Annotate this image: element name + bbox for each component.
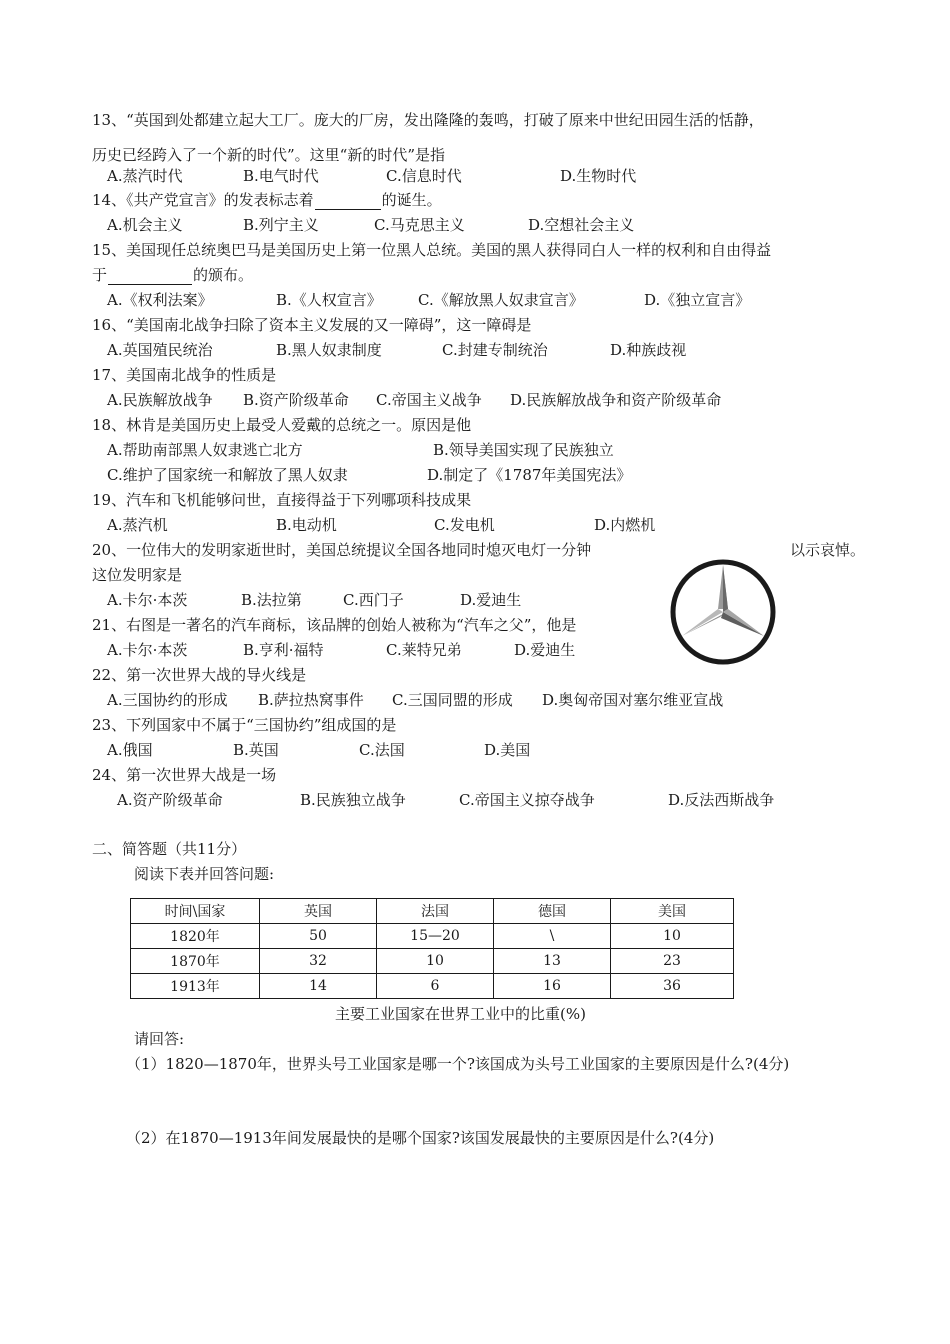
q14-option-b: B.列宁主义 [243, 216, 319, 234]
q17-option-b: B.资产阶级革命 [243, 391, 349, 409]
industrial-share-table [130, 898, 734, 999]
table-cell: 13 [494, 949, 611, 974]
q21-stem: 21、右图是一著名的汽车商标，该品牌的创始人被称为“汽车之父”，他是 [92, 616, 577, 634]
table-row [131, 949, 734, 974]
sub-question-1: （1）1820—1870年，世界头号工业国家是哪一个?该国成为头号工业国家的主要原因是什么?(4分) [126, 1055, 790, 1073]
table-header-cell: 时间\国家 [131, 899, 260, 924]
q18-option-c: C.维护了国家统一和解放了黑人奴隶 [107, 466, 348, 484]
q21-option-c: C.莱特兄弟 [386, 641, 462, 659]
table-header-cell: 德国 [494, 899, 611, 924]
q15-option-c: C.《解放黑人奴隶宣言》 [418, 291, 584, 309]
q18-option-a: A.帮助南部黑人奴隶逃亡北方 [107, 441, 303, 459]
logo-three-pointed-star [682, 565, 764, 636]
q23-option-d: D.美国 [484, 741, 531, 759]
q13-option-b: B.电气时代 [243, 167, 319, 185]
table-cell: 1913年 [131, 974, 260, 999]
table-cell: 10 [377, 949, 494, 974]
q20-option-d: D.爱迪生 [460, 591, 522, 609]
table-row [131, 974, 734, 999]
q13-option-d: D.生物时代 [560, 167, 637, 185]
q13-option-c: C.信息时代 [386, 167, 462, 185]
q24-stem: 24、第一次世界大战是一场 [92, 766, 277, 784]
q24-option-a: A.资产阶级革命 [117, 791, 223, 809]
q22-option-b: B.萨拉热窝事件 [258, 691, 364, 709]
q15-stem-after: 的颁布。 [193, 266, 254, 284]
table-cell: 15—20 [377, 924, 494, 949]
q14-option-d: D.空想社会主义 [528, 216, 635, 234]
q21-option-a: A.卡尔·本茨 [107, 641, 188, 659]
section2-intro: 阅读下表并回答问题: [134, 865, 275, 883]
q15-stem-line1: 15、美国现任总统奥巴马是美国历史上第一位黑人总统。美国的黑人获得同白人一样的权利和自由得益 [92, 241, 772, 259]
q16-stem: 16、“美国南北战争扫除了资本主义发展的又一障碍”，这一障碍是 [92, 316, 532, 334]
q13-stem-line1: 13、“英国到处都建立起大工厂。庞大的厂房，发出隆隆的轰鸣，打破了原来中世纪田园生活的恬静， [92, 111, 764, 129]
table-cell: 23 [611, 949, 734, 974]
q15-option-a: A.《权利法案》 [107, 291, 213, 309]
table-cell: 32 [260, 949, 377, 974]
q16-option-a: A.英国殖民统治 [107, 341, 213, 359]
table-cell: 36 [611, 974, 734, 999]
q18-option-d: D.制定了《1787年美国宪法》 [427, 466, 632, 484]
table-cell: 1820年 [131, 924, 260, 949]
q15-option-d: D.《独立宣言》 [644, 291, 751, 309]
table-cell: \ [494, 924, 611, 949]
q23-option-c: C.法国 [359, 741, 405, 759]
table-header-cell: 英国 [260, 899, 377, 924]
q13-option-a: A.蒸汽时代 [107, 167, 183, 185]
q18-stem: 18、林肯是美国历史上最受人爱戴的总统之一。原因是他 [92, 416, 472, 434]
q22-stem: 22、第一次世界大战的导火线是 [92, 666, 307, 684]
q17-option-a: A.民族解放战争 [107, 391, 213, 409]
q16-option-d: D.种族歧视 [610, 341, 687, 359]
table-row [131, 924, 734, 949]
q19-option-d: D.内燃机 [594, 516, 656, 534]
q22-option-c: C.三国同盟的形成 [392, 691, 513, 709]
q23-stem: 23、下列国家中不属于“三国协约”组成国的是 [92, 716, 397, 734]
sub-question-2: （2）在1870—1913年间发展最快的是哪个国家?该国发展最快的主要原因是什么?(4分) [126, 1129, 715, 1147]
q17-option-c: C.帝国主义战争 [376, 391, 482, 409]
q21-option-d: D.爱迪生 [514, 641, 576, 659]
q16-option-c: C.封建专制统治 [442, 341, 548, 359]
q19-stem: 19、汽车和飞机能够问世，直接得益于下列哪项科技成果 [92, 491, 472, 509]
q15-stem-line2 [92, 265, 253, 285]
table-caption: 主要工业国家在世界工业中的比重(%) [335, 1005, 586, 1023]
q20-option-c: C.西门子 [343, 591, 404, 609]
table-cell: 14 [260, 974, 377, 999]
q16-option-b: B.黑人奴隶制度 [276, 341, 382, 359]
q24-option-d: D.反法西斯战争 [668, 791, 775, 809]
q20-stem-line2: 这位发明家是 [92, 566, 183, 584]
table-cell: 10 [611, 924, 734, 949]
q24-option-b: B.民族独立战争 [300, 791, 406, 809]
table-cell: 6 [377, 974, 494, 999]
q15-option-b: B.《人权宣言》 [276, 291, 382, 309]
table-cell: 50 [260, 924, 377, 949]
q14-stem [92, 190, 442, 210]
mercedes-star-logo-image [668, 557, 778, 667]
answer-prompt: 请回答: [134, 1030, 185, 1048]
table-cell: 16 [494, 974, 611, 999]
q14-blank [315, 193, 381, 210]
q15-blank [108, 268, 192, 285]
q14-option-c: C.马克思主义 [374, 216, 465, 234]
q23-option-b: B.英国 [233, 741, 279, 759]
table-cell: 1870年 [131, 949, 260, 974]
q14-stem-before: 14、《共产党宣言》的发表标志着 [92, 191, 314, 209]
q19-option-a: A.蒸汽机 [107, 516, 168, 534]
table-header-cell: 美国 [611, 899, 734, 924]
q19-option-c: C.发电机 [434, 516, 495, 534]
q22-option-d: D.奥匈帝国对塞尔维亚宣战 [542, 691, 724, 709]
q19-option-b: B.电动机 [276, 516, 337, 534]
table-header-row [131, 899, 734, 924]
q15-stem-before: 于 [92, 266, 108, 284]
q17-option-d: D.民族解放战争和资产阶级革命 [510, 391, 722, 409]
q14-option-a: A.机会主义 [107, 216, 183, 234]
q20-option-b: B.法拉第 [241, 591, 302, 609]
q20-stem-line1: 20、一位伟大的发明家逝世时，美国总统提议全国各地同时熄灭电灯一分钟 [92, 541, 592, 559]
q21-option-b: B.亨利·福特 [243, 641, 324, 659]
table-header-cell: 法国 [377, 899, 494, 924]
q20-stem-tail: 以示哀悼。 [790, 541, 866, 559]
q17-stem: 17、美国南北战争的性质是 [92, 366, 277, 384]
q24-option-c: C.帝国主义掠夺战争 [459, 791, 595, 809]
q22-option-a: A.三国协约的形成 [107, 691, 228, 709]
q18-option-b: B.领导美国实现了民族独立 [433, 441, 614, 459]
section2-title: 二、简答题（共11分） [92, 840, 247, 858]
q23-option-a: A.俄国 [107, 741, 153, 759]
q13-stem-line2: 历史已经跨入了一个新的时代”。这里“新的时代”是指 [92, 146, 446, 164]
q20-option-a: A.卡尔·本茨 [107, 591, 188, 609]
q14-stem-after: 的诞生。 [381, 191, 442, 209]
